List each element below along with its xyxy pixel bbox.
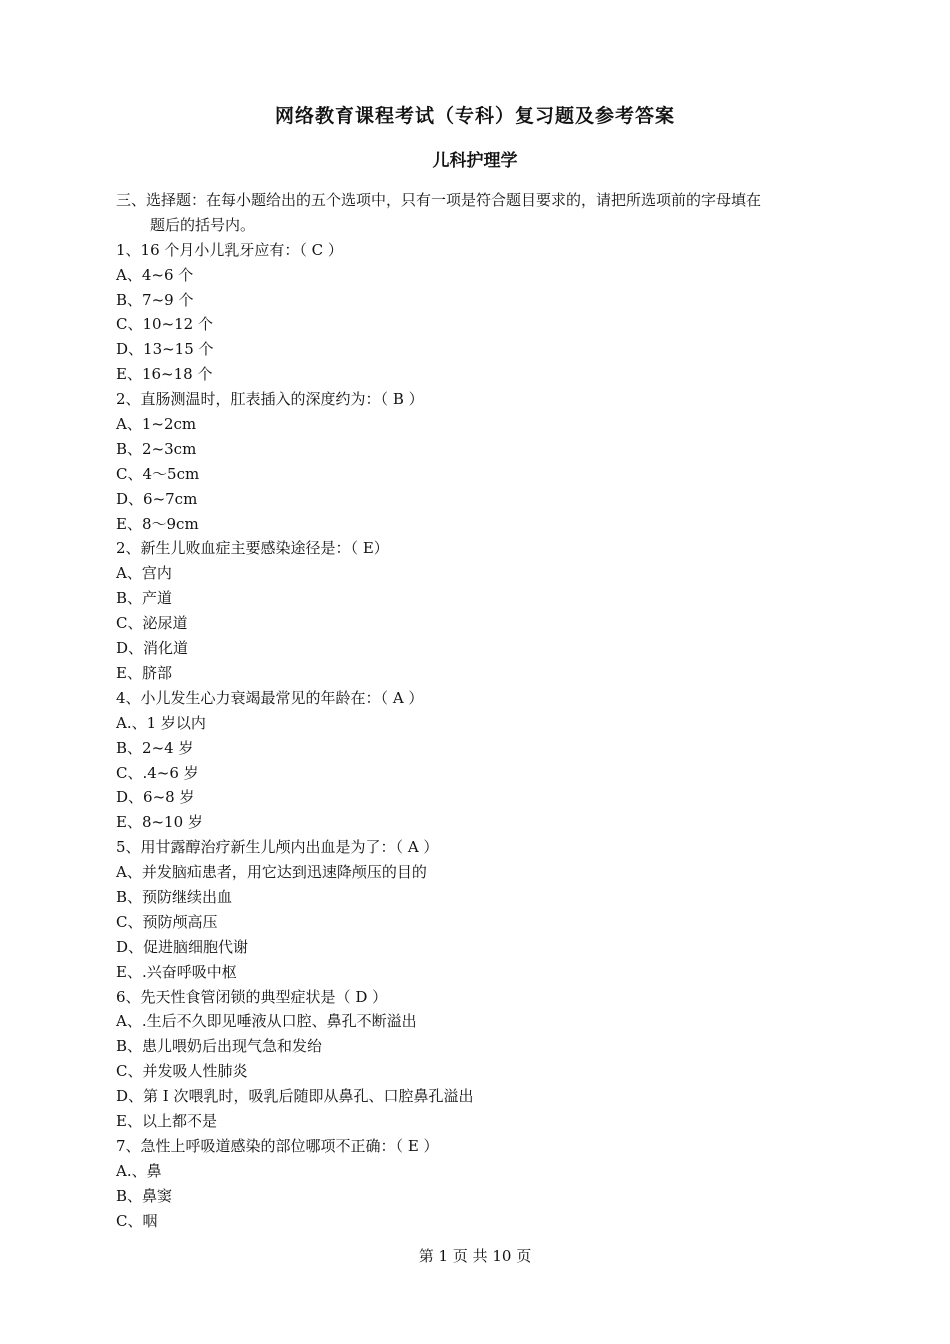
answer-option: C、.4~6 岁 (116, 763, 199, 782)
question-stem: 2、新生儿败血症主要感染途径是：（ E） (116, 539, 389, 558)
answer-option: E、以上都不是 (116, 1111, 217, 1130)
answer-option: C、并发吸人性肺炎 (116, 1062, 248, 1081)
question-stem: 6、先天性食管闭锁的典型症状是（ D ） (116, 987, 388, 1006)
answer-option: E、8～9cm (116, 514, 199, 533)
answer-option: B、7~9 个 (116, 290, 194, 309)
instruction-continuation: 题后的括号内。 (150, 215, 256, 234)
section-instruction (116, 188, 846, 213)
question-block (116, 686, 846, 835)
answer-option: D、促进脑细胞代谢 (116, 937, 249, 956)
answer-option: D、13~15 个 (116, 340, 214, 359)
question-block (116, 835, 846, 984)
answer-option: D、6~7cm (116, 489, 198, 508)
answer-option: E、脐部 (116, 663, 172, 682)
answer-option: C、10~12 个 (116, 315, 213, 334)
question-block (116, 985, 846, 1134)
question-block (116, 1134, 846, 1234)
answer-option: A、4~6 个 (116, 265, 194, 284)
question-stem: 1、16 个月小儿乳牙应有：（ C ） (116, 240, 343, 259)
answer-option: B、鼻窦 (116, 1186, 173, 1205)
question-block (116, 387, 846, 536)
question-stem: 2、直肠测温时，肛表插入的深度约为：（ B ） (116, 390, 424, 409)
answer-option: A、1~2cm (116, 415, 197, 434)
answer-option: C、咽 (116, 1211, 158, 1230)
answer-option: B、产道 (116, 589, 173, 608)
answer-option: A、.生后不久即见唾液从口腔、鼻孔不断溢出 (116, 1012, 417, 1031)
document-subtitle: 儿科护理学 (432, 151, 518, 171)
question-list (116, 238, 846, 1234)
answer-option: E、16~18 个 (116, 365, 213, 384)
answer-option: B、预防继续出血 (116, 887, 233, 906)
answer-option: C、预防颅高压 (116, 912, 218, 931)
answer-option: B、患儿喂奶后出现气急和发绐 (116, 1037, 323, 1056)
section-number: 三、 (116, 191, 147, 209)
question-stem: 5、用甘露醇治疗新生儿颅内出血是为了：（ A ） (116, 838, 439, 857)
question-block (116, 536, 846, 685)
answer-option: B、2~4 岁 (116, 738, 194, 757)
answer-option: D、消化道 (116, 639, 189, 658)
answer-option: A.、1 岁以内 (116, 713, 206, 732)
instruction-text: 选择题：在每小题给出的五个选项中，只有一项是符合题目要求的，请把所选项前的字母填在 (146, 191, 762, 209)
answer-option: D、第 I 次喂乳时，吸乳后随即从鼻孔、口腔鼻孔溢出 (116, 1087, 474, 1106)
page-footer: 第 1 页 共 10 页 (418, 1247, 532, 1265)
answer-option: D、6~8 岁 (116, 788, 195, 807)
answer-option: A.、鼻 (116, 1161, 162, 1180)
question-stem: 7、急性上呼吸道感染的部位哪项不正确：（ E ） (116, 1136, 439, 1155)
answer-option: E、.兴奋呼吸中枢 (116, 962, 237, 981)
exam-content (116, 188, 846, 1233)
answer-option: C、4～5cm (116, 464, 200, 483)
answer-option: B、2~3cm (116, 439, 197, 458)
answer-option: C、泌尿道 (116, 614, 188, 633)
answer-option: A、并发脑疝患者，用它达到迅速降颅压的目的 (116, 863, 427, 882)
answer-option: E、8~10 岁 (116, 813, 203, 832)
document-title: 网络教育课程考试（专科）复习题及参考答案 (274, 105, 675, 127)
answer-option: A、宫内 (116, 564, 172, 583)
question-stem: 4、小儿发生心力衰竭最常见的年龄在：（ A ） (116, 688, 424, 707)
question-block (116, 238, 846, 387)
